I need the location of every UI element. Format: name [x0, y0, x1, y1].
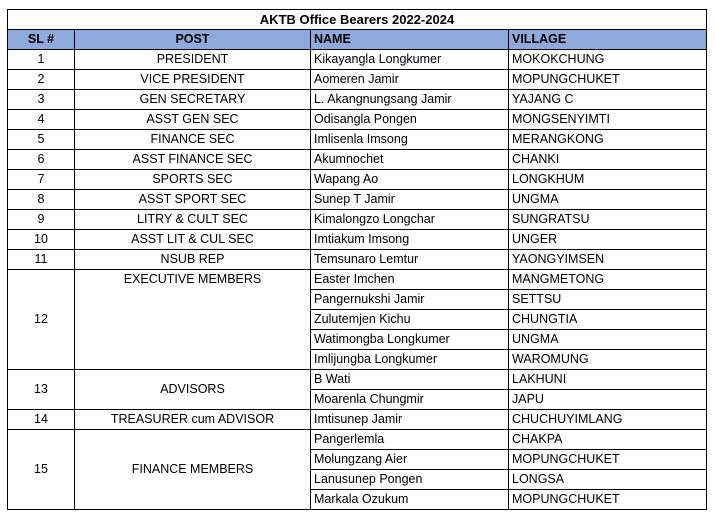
village-cell: CHUNGTIA: [509, 310, 707, 330]
name-cell: Aomeren Jamir: [311, 70, 509, 90]
village-cell: JAPU: [509, 390, 707, 410]
table-row: [8, 210, 707, 230]
sl-cell: 2: [8, 70, 75, 90]
table-title: AKTB Office Bearers 2022-2024: [8, 10, 707, 30]
post-cell: VICE PRESIDENT: [75, 70, 311, 90]
header-village: VILLAGE: [509, 30, 707, 50]
name-cell: Molungzang Aier: [311, 450, 509, 470]
post-cell: GEN SECRETARY: [75, 90, 311, 110]
post-cell: TREASURER cum ADVISOR: [75, 410, 311, 430]
village-cell: MANGMETONG: [509, 270, 707, 290]
village-cell: UNGMA: [509, 330, 707, 350]
table-row: [8, 110, 707, 130]
village-cell: MONGSENYIMTI: [509, 110, 707, 130]
sl-cell: 8: [8, 190, 75, 210]
post-cell: LITRY & CULT SEC: [75, 210, 311, 230]
post-cell: SPORTS SEC: [75, 170, 311, 190]
village-cell: MERANGKONG: [509, 130, 707, 150]
name-cell: Markala Ozukum: [311, 490, 509, 510]
post-cell: ASST SPORT SEC: [75, 190, 311, 210]
village-cell: SUNGRATSU: [509, 210, 707, 230]
village-cell: CHAKPA: [509, 430, 707, 450]
village-cell: YAONGYIMSEN: [509, 250, 707, 270]
post-cell: PRESIDENT: [75, 50, 311, 70]
office-bearers-table: [7, 9, 707, 510]
village-cell: MOPUNGCHUKET: [509, 70, 707, 90]
village-cell: MOPUNGCHUKET: [509, 490, 707, 510]
sl-cell: 1: [8, 50, 75, 70]
name-cell: B Wati: [311, 370, 509, 390]
name-cell: Imtiakum Imsong: [311, 230, 509, 250]
title-row: [8, 10, 707, 30]
post-cell: FINANCE MEMBERS: [75, 430, 311, 510]
table-row: [8, 150, 707, 170]
name-cell: Pangernukshi Jamir: [311, 290, 509, 310]
name-cell: Zulutemjen Kichu: [311, 310, 509, 330]
sl-cell: 14: [8, 410, 75, 430]
table-row: [8, 230, 707, 250]
sl-cell: 13: [8, 370, 75, 410]
name-cell: Imlijungba Longkumer: [311, 350, 509, 370]
post-cell: NSUB REP: [75, 250, 311, 270]
name-cell: Kikayangla Longkumer: [311, 50, 509, 70]
post-cell: ASST FINANCE SEC: [75, 150, 311, 170]
name-cell: Odisangla Pongen: [311, 110, 509, 130]
table-row: [8, 370, 707, 390]
post-cell: ASST LIT & CUL SEC: [75, 230, 311, 250]
village-cell: SETTSU: [509, 290, 707, 310]
table-row: [8, 270, 707, 290]
table-row: [8, 50, 707, 70]
header-post: POST: [75, 30, 311, 50]
name-cell: L. Akangnungsang Jamir: [311, 90, 509, 110]
name-cell: Wapang Ao: [311, 170, 509, 190]
name-cell: Watimongba Longkumer: [311, 330, 509, 350]
village-cell: LONGSA: [509, 470, 707, 490]
village-cell: MOKOKCHUNG: [509, 50, 707, 70]
sl-cell: 3: [8, 90, 75, 110]
sl-cell: 6: [8, 150, 75, 170]
village-cell: UNGMA: [509, 190, 707, 210]
post-cell: ASST GEN SEC: [75, 110, 311, 130]
village-cell: CHUCHUYIMLANG: [509, 410, 707, 430]
table-row: [8, 170, 707, 190]
name-cell: Kimalongzo Longchar: [311, 210, 509, 230]
table-row: [8, 130, 707, 150]
post-cell: EXECUTIVE MEMBERS: [75, 270, 311, 370]
post-cell: ADVISORS: [75, 370, 311, 410]
table-body: [8, 50, 707, 510]
table-row: [8, 410, 707, 430]
header-sl: SL #: [8, 30, 75, 50]
table-row: [8, 430, 707, 450]
sl-cell: 4: [8, 110, 75, 130]
header-row: [8, 30, 707, 50]
village-cell: YAJANG C: [509, 90, 707, 110]
name-cell: Imtisunep Jamir: [311, 410, 509, 430]
village-cell: WAROMUNG: [509, 350, 707, 370]
village-cell: UNGER: [509, 230, 707, 250]
name-cell: Akumnochet: [311, 150, 509, 170]
sl-cell: 7: [8, 170, 75, 190]
table-row: [8, 250, 707, 270]
table-row: [8, 90, 707, 110]
name-cell: Moarenla Chungmir: [311, 390, 509, 410]
name-cell: Imlisenla Imsong: [311, 130, 509, 150]
header-name: NAME: [311, 30, 509, 50]
name-cell: Temsunaro Lemtur: [311, 250, 509, 270]
sl-cell: 15: [8, 430, 75, 510]
table-row: [8, 190, 707, 210]
name-cell: Pangerlemla: [311, 430, 509, 450]
sl-cell: 10: [8, 230, 75, 250]
name-cell: Lanusunep Pongen: [311, 470, 509, 490]
village-cell: CHANKI: [509, 150, 707, 170]
village-cell: LAKHUNI: [509, 370, 707, 390]
sl-cell: 11: [8, 250, 75, 270]
sl-cell: 5: [8, 130, 75, 150]
village-cell: MOPUNGCHUKET: [509, 450, 707, 470]
village-cell: LONGKHUM: [509, 170, 707, 190]
post-cell: FINANCE SEC: [75, 130, 311, 150]
sl-cell: 12: [8, 270, 75, 370]
table-row: [8, 70, 707, 90]
sl-cell: 9: [8, 210, 75, 230]
name-cell: Easter Imchen: [311, 270, 509, 290]
name-cell: Sunep T Jamir: [311, 190, 509, 210]
